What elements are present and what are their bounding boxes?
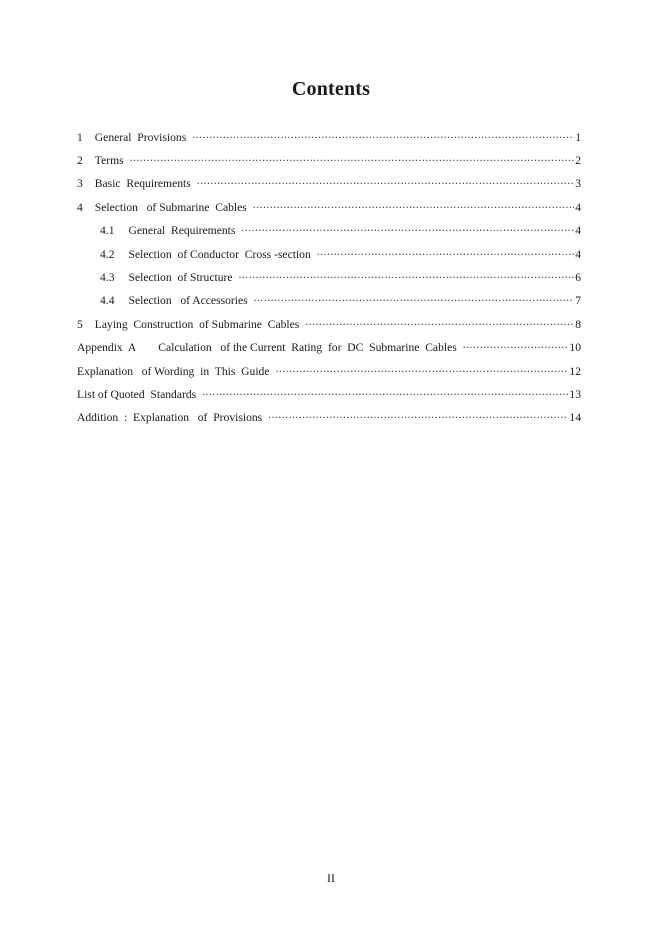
- toc-entry-label: List of Quoted Standards: [77, 387, 197, 401]
- toc-entry-number: 4.4: [100, 294, 115, 308]
- toc-entry-page: 13: [569, 387, 581, 401]
- toc-dot-leader: [253, 199, 574, 211]
- toc-dot-leader: [241, 223, 574, 235]
- toc-entry[interactable]: [77, 386, 581, 409]
- toc-entry-label: Basic Requirements: [94, 177, 191, 191]
- toc-entry-page: 1: [575, 130, 581, 144]
- toc-entry-label: General Requirements: [128, 224, 236, 238]
- toc-entry-number: 2: [77, 153, 83, 167]
- table-of-contents: [77, 129, 581, 433]
- toc-entry-label: Selection of Structure: [128, 270, 233, 284]
- toc-entry-page: 12: [569, 364, 581, 378]
- toc-entry-number: 5: [77, 317, 83, 331]
- toc-dot-leader: [276, 363, 569, 375]
- toc-dot-leader: [305, 316, 574, 328]
- toc-subentry[interactable]: [77, 246, 581, 269]
- toc-entry-label: General Provisions: [94, 130, 187, 144]
- toc-dot-leader: [239, 269, 575, 281]
- toc-entry-page: 4: [575, 224, 581, 238]
- toc-entry-page: 2: [575, 153, 581, 167]
- toc-entry[interactable]: [77, 199, 581, 222]
- toc-entry-page: 7: [575, 294, 581, 308]
- toc-dot-leader: [202, 386, 568, 398]
- toc-entry-label: Laying Construction of Submarine Cables: [94, 317, 300, 331]
- toc-dot-leader: [197, 176, 574, 188]
- toc-entry[interactable]: [77, 410, 581, 433]
- toc-entry-page: 4: [575, 200, 581, 214]
- page-title: Contents: [291, 78, 371, 100]
- toc-entry-number: Appendix A: [77, 341, 137, 355]
- toc-entry-label: Terms: [94, 153, 124, 167]
- toc-entry-number: 4: [77, 200, 83, 214]
- toc-subentry[interactable]: [77, 269, 581, 292]
- toc-entry[interactable]: [77, 363, 581, 386]
- toc-entry-page: 14: [569, 411, 581, 425]
- toc-subentry[interactable]: [77, 293, 581, 316]
- toc-entry[interactable]: [77, 316, 581, 339]
- toc-subentry[interactable]: [77, 223, 581, 246]
- toc-dot-leader: [192, 129, 574, 141]
- toc-dot-leader: [254, 293, 575, 305]
- toc-entry-page: 6: [575, 270, 581, 284]
- toc-entry-label: Selection of Submarine Cables: [94, 200, 247, 214]
- toc-dot-leader: [317, 246, 574, 258]
- toc-entry[interactable]: [77, 340, 581, 363]
- toc-entry[interactable]: [77, 152, 581, 175]
- toc-entry-label: Selection of Conductor Cross -section: [128, 247, 311, 261]
- toc-entry-number: 4.2: [100, 247, 115, 261]
- page-number: II: [327, 871, 335, 885]
- toc-entry-number: 4.3: [100, 270, 115, 284]
- toc-entry-number: 3: [77, 177, 83, 191]
- toc-entry-number: 4.1: [100, 224, 115, 238]
- toc-dot-leader: [268, 410, 568, 422]
- toc-entry-label: Addition : Explanation of Provisions: [77, 411, 263, 425]
- toc-entry-label: Calculation of the Current Rating for DC Submarine Cables: [158, 341, 457, 355]
- toc-entry-page: 8: [575, 317, 581, 331]
- toc-entry-page: 10: [569, 341, 581, 355]
- toc-entry-label: Explanation of Wording in This Guide: [77, 364, 270, 378]
- toc-entry[interactable]: [77, 129, 581, 152]
- toc-entry[interactable]: [77, 176, 581, 199]
- toc-entry-page: 4: [575, 247, 581, 261]
- toc-dot-leader: [463, 340, 569, 352]
- toc-entry-number: 1: [77, 130, 83, 144]
- toc-dot-leader: [130, 152, 575, 164]
- toc-entry-label: Selection of Accessories: [128, 294, 248, 308]
- toc-entry-page: 3: [575, 177, 581, 191]
